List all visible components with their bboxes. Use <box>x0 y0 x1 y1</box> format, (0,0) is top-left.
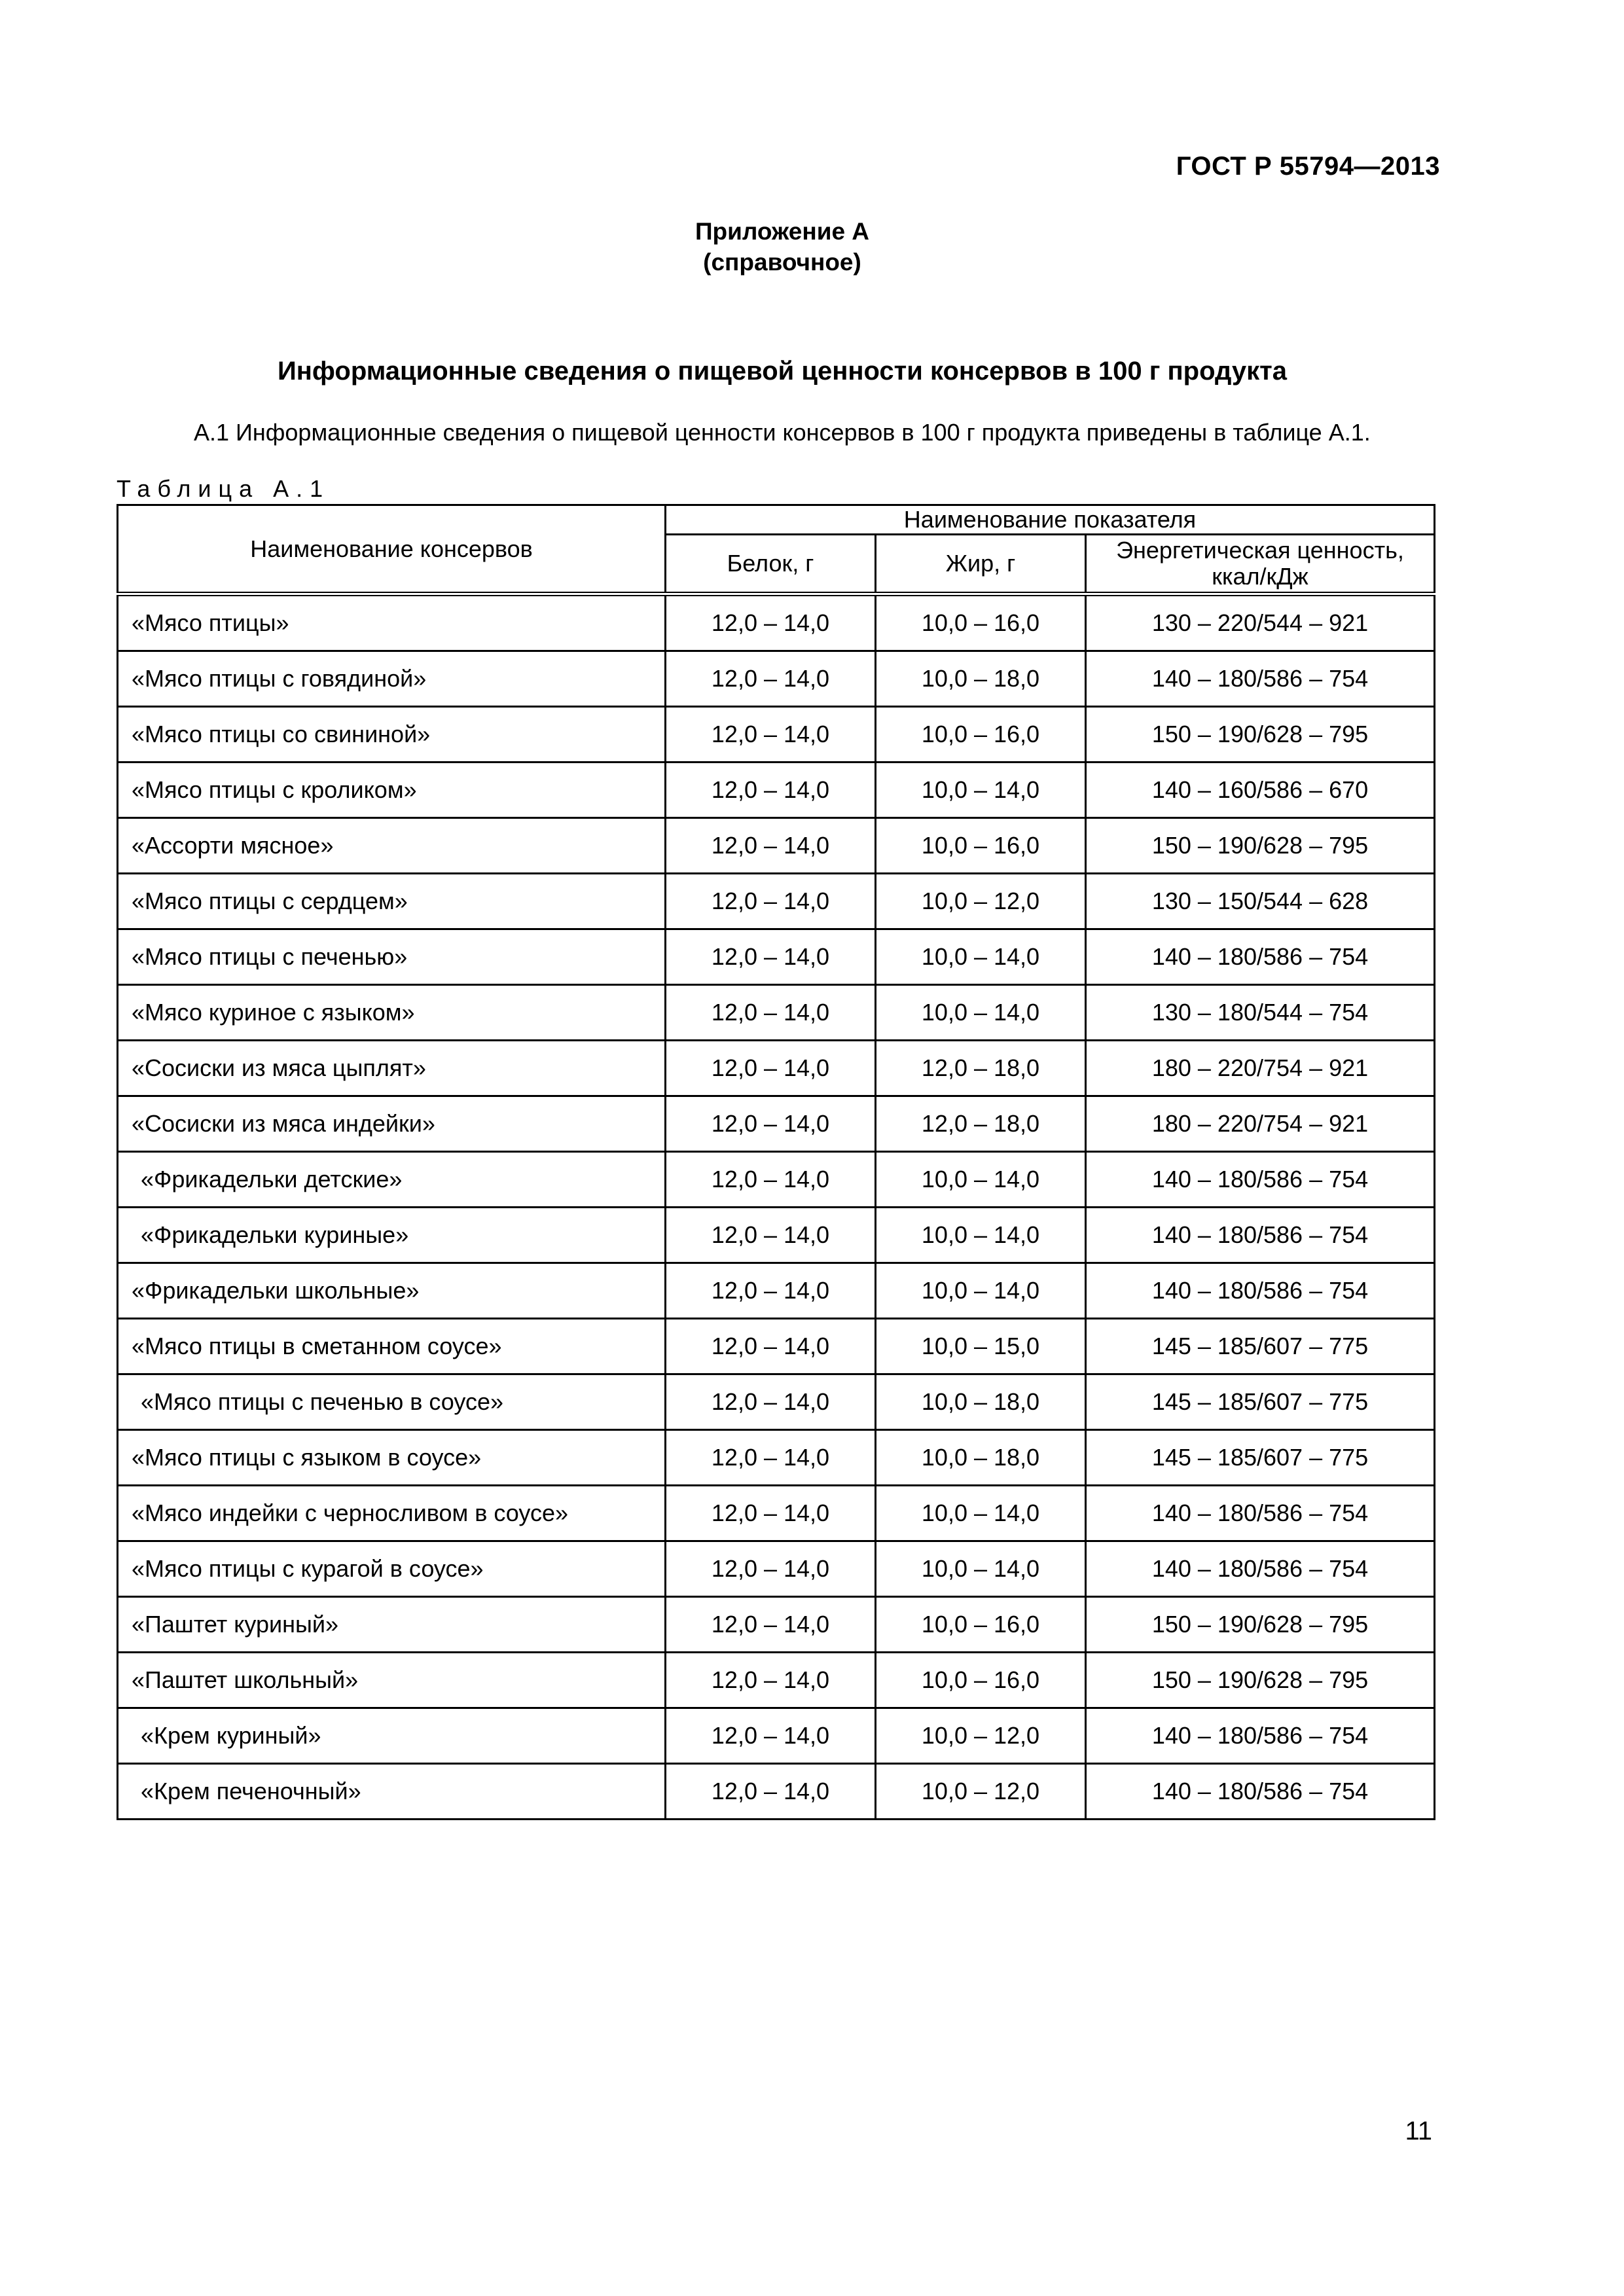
fat-cell: 10,0 – 14,0 <box>876 1263 1086 1319</box>
table-row <box>118 929 1435 985</box>
fat-cell: 10,0 – 18,0 <box>876 651 1086 707</box>
fat-cell: 12,0 – 18,0 <box>876 1096 1086 1152</box>
table-row <box>118 1374 1435 1430</box>
fat-cell: 10,0 – 14,0 <box>876 929 1086 985</box>
fat-cell: 10,0 – 14,0 <box>876 1486 1086 1541</box>
column-header-name: Наименование консервов <box>118 505 666 594</box>
protein-cell: 12,0 – 14,0 <box>666 1764 876 1820</box>
product-name-cell: «Ассорти мясное» <box>118 818 666 874</box>
column-header-fat: Жир, г <box>876 535 1086 594</box>
protein-cell: 12,0 – 14,0 <box>666 594 876 651</box>
appendix-subtitle: (справочное) <box>703 249 861 276</box>
protein-cell: 12,0 – 14,0 <box>666 1041 876 1096</box>
table-row <box>118 1653 1435 1708</box>
table-row <box>118 1541 1435 1597</box>
table-row <box>118 762 1435 818</box>
product-name-cell: «Мясо индейки с черносливом в соусе» <box>118 1486 666 1541</box>
product-name-cell: «Сосиски из мяса цыплят» <box>118 1041 666 1096</box>
energy-cell: 140 – 180/586 – 754 <box>1086 1208 1435 1263</box>
protein-cell: 12,0 – 14,0 <box>666 707 876 762</box>
table-row <box>118 874 1435 929</box>
protein-cell: 12,0 – 14,0 <box>666 985 876 1041</box>
section-heading: Информационные сведения о пищевой ценности консервов в 100 г продукта <box>278 357 1287 386</box>
product-name-cell: «Фрикадельки школьные» <box>118 1263 666 1319</box>
product-name-cell: «Мясо птицы со свининой» <box>118 707 666 762</box>
energy-cell: 145 – 185/607 – 775 <box>1086 1430 1435 1486</box>
protein-cell: 12,0 – 14,0 <box>666 1597 876 1653</box>
table-row <box>118 1041 1435 1096</box>
appendix-title: Приложение А <box>695 218 870 245</box>
fat-cell: 10,0 – 12,0 <box>876 1764 1086 1820</box>
product-name-cell: «Мясо птицы с сердцем» <box>118 874 666 929</box>
protein-cell: 12,0 – 14,0 <box>666 1152 876 1208</box>
table-row <box>118 1208 1435 1263</box>
product-name-cell: «Мясо птицы с печенью в соусе» <box>118 1374 666 1430</box>
energy-cell: 140 – 180/586 – 754 <box>1086 651 1435 707</box>
protein-cell: 12,0 – 14,0 <box>666 874 876 929</box>
energy-cell: 150 – 190/628 – 795 <box>1086 1653 1435 1708</box>
product-name-cell: «Мясо куриное с языком» <box>118 985 666 1041</box>
fat-cell: 10,0 – 16,0 <box>876 1597 1086 1653</box>
product-name-cell: «Паштет куриный» <box>118 1597 666 1653</box>
column-group-header: Наименование показателя <box>666 505 1435 535</box>
protein-cell: 12,0 – 14,0 <box>666 1653 876 1708</box>
fat-cell: 10,0 – 14,0 <box>876 1152 1086 1208</box>
nutrition-table <box>117 504 1435 1820</box>
document-code: ГОСТ Р 55794—2013 <box>1176 152 1440 181</box>
protein-cell: 12,0 – 14,0 <box>666 1374 876 1430</box>
fat-cell: 10,0 – 14,0 <box>876 985 1086 1041</box>
protein-cell: 12,0 – 14,0 <box>666 1319 876 1374</box>
table-row <box>118 1764 1435 1820</box>
fat-cell: 10,0 – 18,0 <box>876 1374 1086 1430</box>
energy-cell: 140 – 160/586 – 670 <box>1086 762 1435 818</box>
energy-cell: 140 – 180/586 – 754 <box>1086 1486 1435 1541</box>
product-name-cell: «Мясо птицы» <box>118 594 666 651</box>
fat-cell: 10,0 – 15,0 <box>876 1319 1086 1374</box>
fat-cell: 10,0 – 16,0 <box>876 818 1086 874</box>
table-row <box>118 1486 1435 1541</box>
intro-paragraph: А.1 Информационные сведения о пищевой ценности консервов в 100 г продукта приведены в таблице А.1. <box>194 419 1371 446</box>
protein-cell: 12,0 – 14,0 <box>666 1263 876 1319</box>
table-row <box>118 985 1435 1041</box>
protein-cell: 12,0 – 14,0 <box>666 929 876 985</box>
product-name-cell: «Мясо птицы с говядиной» <box>118 651 666 707</box>
fat-cell: 10,0 – 16,0 <box>876 707 1086 762</box>
table-row <box>118 1152 1435 1208</box>
protein-cell: 12,0 – 14,0 <box>666 1430 876 1486</box>
protein-cell: 12,0 – 14,0 <box>666 1541 876 1597</box>
product-name-cell: «Паштет школьный» <box>118 1653 666 1708</box>
fat-cell: 10,0 – 12,0 <box>876 1708 1086 1764</box>
energy-cell: 150 – 190/628 – 795 <box>1086 1597 1435 1653</box>
table-row <box>118 1430 1435 1486</box>
table-row <box>118 1096 1435 1152</box>
energy-cell: 150 – 190/628 – 795 <box>1086 818 1435 874</box>
energy-cell: 145 – 185/607 – 775 <box>1086 1319 1435 1374</box>
product-name-cell: «Мясо птицы с печенью» <box>118 929 666 985</box>
fat-cell: 10,0 – 18,0 <box>876 1430 1086 1486</box>
energy-cell: 180 – 220/754 – 921 <box>1086 1041 1435 1096</box>
energy-cell: 145 – 185/607 – 775 <box>1086 1374 1435 1430</box>
energy-cell: 140 – 180/586 – 754 <box>1086 1764 1435 1820</box>
product-name-cell: «Сосиски из мяса индейки» <box>118 1096 666 1152</box>
table-row <box>118 651 1435 707</box>
table-row <box>118 818 1435 874</box>
table-label: Таблица А.1 <box>117 475 331 502</box>
energy-cell: 130 – 180/544 – 754 <box>1086 985 1435 1041</box>
product-name-cell: «Мясо птицы в сметанном соусе» <box>118 1319 666 1374</box>
product-name-cell: «Мясо птицы с языком в соусе» <box>118 1430 666 1486</box>
energy-cell: 140 – 180/586 – 754 <box>1086 1263 1435 1319</box>
energy-cell: 130 – 150/544 – 628 <box>1086 874 1435 929</box>
fat-cell: 10,0 – 14,0 <box>876 1208 1086 1263</box>
product-name-cell: «Фрикадельки куриные» <box>118 1208 666 1263</box>
product-name-cell: «Крем печеночный» <box>118 1764 666 1820</box>
energy-cell: 180 – 220/754 – 921 <box>1086 1096 1435 1152</box>
fat-cell: 12,0 – 18,0 <box>876 1041 1086 1096</box>
protein-cell: 12,0 – 14,0 <box>666 1208 876 1263</box>
energy-cell: 130 – 220/544 – 921 <box>1086 594 1435 651</box>
table-body <box>118 594 1435 1820</box>
fat-cell: 10,0 – 14,0 <box>876 1541 1086 1597</box>
appendix-heading <box>0 216 1564 278</box>
product-name-cell: «Мясо птицы с кроликом» <box>118 762 666 818</box>
energy-cell: 150 – 190/628 – 795 <box>1086 707 1435 762</box>
protein-cell: 12,0 – 14,0 <box>666 762 876 818</box>
page-number: 11 <box>1405 2117 1432 2145</box>
protein-cell: 12,0 – 14,0 <box>666 1708 876 1764</box>
fat-cell: 10,0 – 16,0 <box>876 594 1086 651</box>
energy-cell: 140 – 180/586 – 754 <box>1086 1152 1435 1208</box>
protein-cell: 12,0 – 14,0 <box>666 1096 876 1152</box>
fat-cell: 10,0 – 12,0 <box>876 874 1086 929</box>
energy-cell: 140 – 180/586 – 754 <box>1086 929 1435 985</box>
column-header-protein: Белок, г <box>666 535 876 594</box>
table-row <box>118 1597 1435 1653</box>
table-row <box>118 594 1435 651</box>
product-name-cell: «Фрикадельки детские» <box>118 1152 666 1208</box>
product-name-cell: «Крем куриный» <box>118 1708 666 1764</box>
protein-cell: 12,0 – 14,0 <box>666 818 876 874</box>
fat-cell: 10,0 – 16,0 <box>876 1653 1086 1708</box>
fat-cell: 10,0 – 14,0 <box>876 762 1086 818</box>
energy-cell: 140 – 180/586 – 754 <box>1086 1708 1435 1764</box>
column-header-energy: Энергетическая ценность, ккал/кДж <box>1086 535 1435 594</box>
table-row <box>118 1263 1435 1319</box>
table-row <box>118 1708 1435 1764</box>
protein-cell: 12,0 – 14,0 <box>666 1486 876 1541</box>
table-row <box>118 1319 1435 1374</box>
table-row <box>118 707 1435 762</box>
energy-cell: 140 – 180/586 – 754 <box>1086 1541 1435 1597</box>
protein-cell: 12,0 – 14,0 <box>666 651 876 707</box>
product-name-cell: «Мясо птицы с курагой в соусе» <box>118 1541 666 1597</box>
